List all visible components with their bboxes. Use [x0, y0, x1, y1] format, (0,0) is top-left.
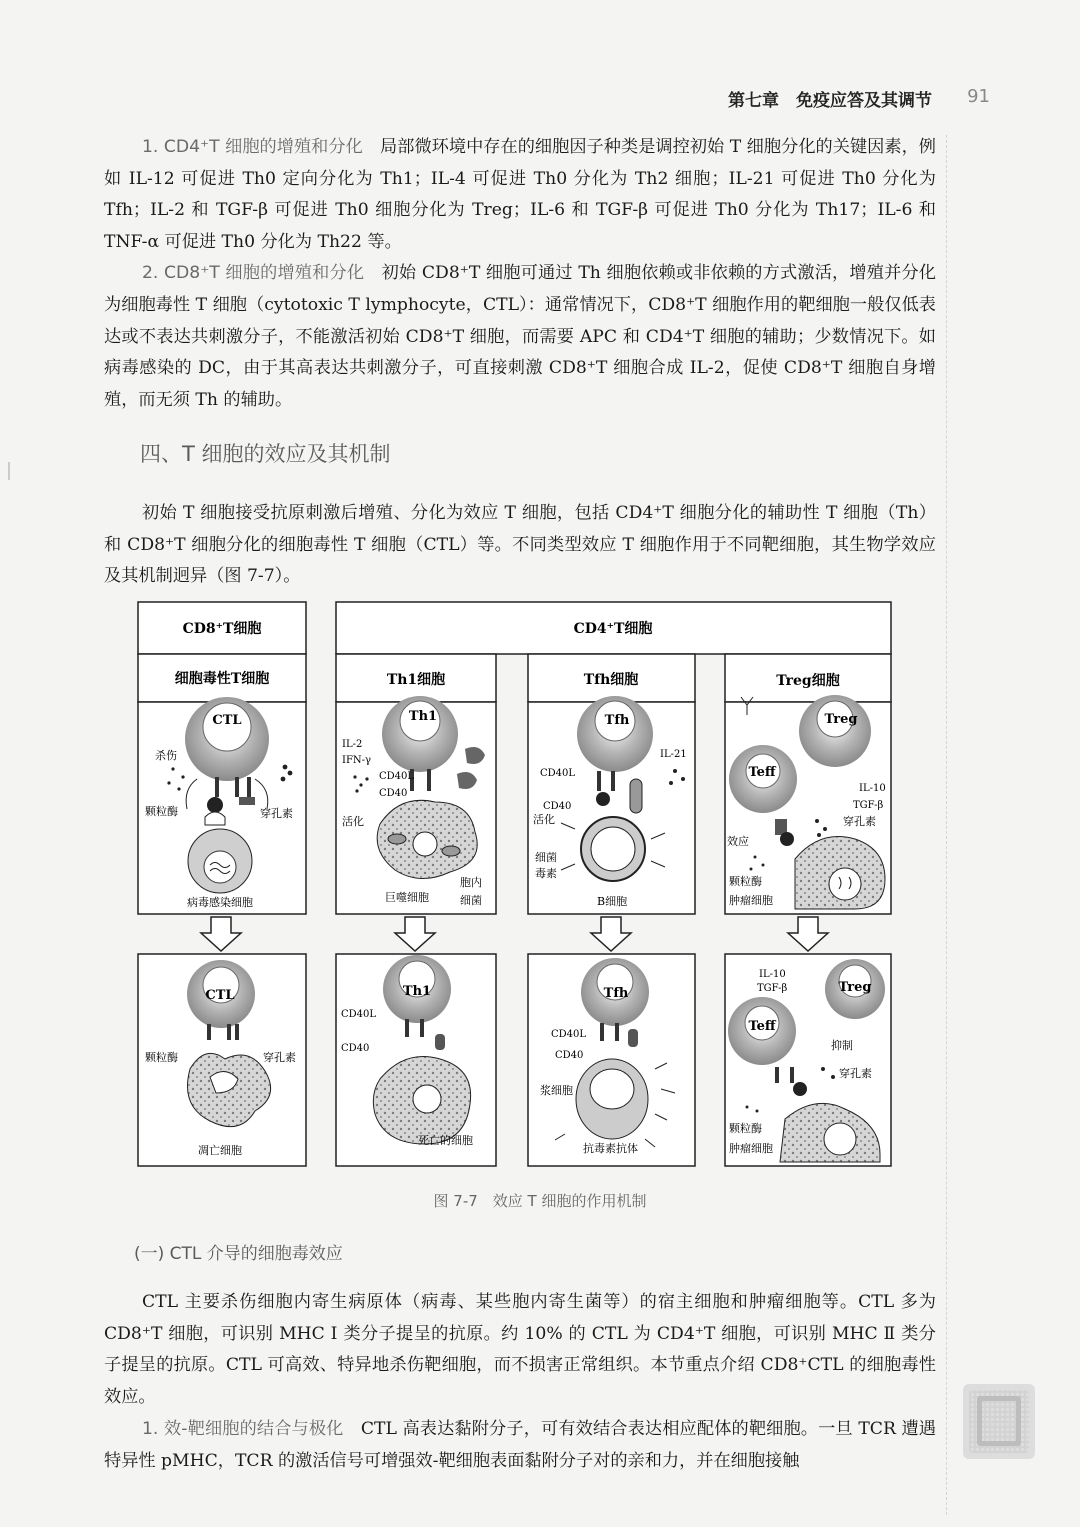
th1-cd40l-label-bottom: CD40L	[341, 1009, 377, 1020]
ctl-kill-label: 杀伤	[155, 749, 177, 762]
toxin-label-2: 毒素	[535, 867, 557, 880]
label-cd8-group: CD8⁺T细胞	[182, 621, 262, 637]
treg-granzyme-label-bottom: 颗粒酶	[729, 1122, 762, 1135]
subheading-cd4: 1. CD4⁺T 细胞的增殖和分化	[142, 137, 363, 157]
paragraph-cd4-text: 局部微环境中存在的细胞因子种类是调控初始 T 细胞分化的关键因素，例如 IL-12 可促进 Th0 定向分化为 Th1；IL-4 可促进 Th0 分化为 Th2 细胞；IL-21 可促进 Th0 分化为 Tfh；IL-2 和 TGF-β 可促进 Th0 细胞分化为 Treg；IL-6 和 TGF-β 可促进 Th0 分化为 Th17；IL-6 和 TNF-α 可促进 Th0 分化为 Th22 等。	[104, 137, 936, 252]
label-tfh-column: Tfh细胞	[583, 672, 639, 688]
th1-activate-label: 活化	[342, 815, 364, 828]
virus-infected-cell-label: 病毒感染细胞	[187, 896, 253, 909]
down-arrows	[201, 917, 828, 951]
bcell-label: B细胞	[597, 895, 628, 908]
treg-perforin-label: 穿孔素	[843, 815, 876, 828]
th1-label-bottom: Th1	[402, 984, 432, 999]
tfh-cd40l-label: CD40L	[540, 768, 576, 779]
tfh-activate-label: 活化	[533, 813, 555, 826]
ctl-label-top: CTL	[212, 713, 242, 728]
subheading-binding: 1. 效-靶细胞的结合与极化	[142, 1419, 344, 1440]
subsection-heading-ctl: (一) CTL 介导的细胞毒效应	[134, 1244, 343, 1264]
treg-label-top: Treg	[824, 712, 858, 727]
treg-tgf-label: TGF-β	[853, 800, 884, 811]
tfh-il21-label: IL-21	[660, 749, 687, 760]
th1-cd40-label-bottom: CD40	[341, 1043, 370, 1054]
paragraph-binding	[104, 1414, 936, 1477]
th1-ifn-label: IFN-γ	[342, 755, 371, 766]
apoptotic-cell-label: 凋亡细胞	[198, 1144, 242, 1157]
ctl-perforin-label-bottom: 穿孔素	[263, 1051, 296, 1064]
toxin-label-1: 细菌	[535, 851, 557, 864]
treg-effect-label: 效应	[727, 835, 749, 848]
treg-tumor-label-bottom: 肿瘤细胞	[729, 1142, 773, 1155]
bacteria-label: 细菌	[460, 894, 482, 907]
intracellular-label: 胞内	[460, 876, 482, 889]
dead-cell-label: 死亡的细胞	[418, 1134, 473, 1147]
treg-tumor-label: 肿瘤细胞	[729, 894, 773, 907]
book-icon	[977, 1396, 1021, 1446]
ctl-label-bottom: CTL	[205, 988, 235, 1003]
treg-label-bottom: Treg	[838, 980, 872, 995]
margin-rule	[946, 135, 947, 1515]
figure-caption: 图 7-7 效应 T 细胞的作用机制	[433, 1192, 647, 1210]
label-th1-column: Th1细胞	[386, 672, 446, 688]
qr-thumbnail[interactable]	[963, 1384, 1035, 1459]
teff-label-bottom: Teff	[748, 1019, 776, 1034]
page-number: 91	[967, 86, 990, 107]
paragraph-cd4	[104, 132, 936, 258]
paragraph-effector-intro: 初始 T 细胞接受抗原刺激后增殖、分化为效应 T 细胞，包括 CD4⁺T 细胞分化的辅助性 T 细胞（Th）和 CD8⁺T 细胞分化的细胞毒性 T 细胞（CTL）等。不同类型效应 T 细胞作用于不同靶细胞，其生物学效应及其机制迥异（图 7-7）。	[104, 503, 936, 587]
tfh-label-top: Tfh	[604, 713, 630, 728]
body-text-intro	[104, 481, 936, 610]
th1-cd40-label: CD40	[379, 788, 408, 799]
ctl-granzyme-label-bottom: 颗粒酶	[145, 1051, 178, 1064]
tfh-label-bottom: Tfh	[603, 986, 629, 1001]
section-heading-4: 四、T 细胞的效应及其机制	[140, 442, 391, 466]
body-text-top	[104, 132, 936, 416]
treg-il10-label-bottom: IL-10	[759, 969, 786, 980]
treg-granzyme-label: 颗粒酶	[729, 875, 762, 888]
tfh-cd40-label: CD40	[543, 801, 572, 812]
plasma-cell-label: 浆细胞	[540, 1084, 573, 1097]
paragraph-binding-text: CTL 高表达黏附分子，可有效结合表达相应配体的靶细胞。一旦 TCR 遭遇特异性 pMHC，TCR 的激活信号可增强效-靶细胞表面黏附分子对的亲和力，并在细胞接触	[104, 1419, 936, 1471]
tfh-cd40l-label-bottom: CD40L	[551, 1029, 587, 1040]
treg-il10-label: IL-10	[859, 783, 886, 794]
tfh-cd40-label-bottom: CD40	[555, 1050, 584, 1061]
chapter-title: 第七章 免疫应答及其调节	[728, 91, 932, 111]
antitoxin-antibody-label: 抗毒素抗体	[583, 1142, 638, 1155]
th1-label-top: Th1	[408, 709, 438, 724]
body-text-binding	[104, 1397, 936, 1495]
treg-tgf-label-bottom: TGF-β	[757, 983, 788, 994]
figure-7-7	[135, 599, 895, 1169]
treg-perforin-label-bottom: 穿孔素	[839, 1067, 872, 1080]
ctl-granzyme-label: 颗粒酶	[145, 805, 178, 818]
th1-cd40l-label: CD40L	[379, 771, 415, 782]
label-cd4-group: CD4⁺T细胞	[573, 621, 653, 637]
teff-label-top: Teff	[748, 765, 776, 780]
ctl-perforin-label: 穿孔素	[260, 807, 293, 820]
th1-il2-label: IL-2	[342, 739, 363, 750]
subheading-cd8: 2. CD8⁺T 细胞的增殖和分化	[142, 263, 365, 284]
page-header	[0, 84, 1080, 114]
label-treg-column: Treg细胞	[776, 673, 840, 689]
paragraph-cd8-text: 初始 CD8⁺T 细胞可通过 Th 细胞依赖或非依赖的方式激活，增殖并分化为细胞毒性 T 细胞（cytotoxic T lymphocyte，CTL）：通常情况下，CD8⁺T 细胞作用的靶细胞一般仅低表达或不表达共刺激分子，不能激活初始 CD8⁺T 细胞，而需要 APC 和 CD4⁺T 细胞的辅助；少数情况下。如病毒感染的 DC，由于其高表达共刺激分子，可直接刺激 CD8⁺T 细胞合成 IL-2，促使 CD8⁺T 细胞自身增殖，而无须 Th 的辅助。	[104, 263, 936, 410]
label-ctl-column: 细胞毒性T细胞	[174, 671, 270, 687]
macrophage-label: 巨噬细胞	[385, 891, 429, 904]
binding-mark	[8, 462, 10, 480]
treg-inhibit-label: 抑制	[831, 1039, 853, 1052]
paragraph-cd8	[104, 258, 936, 416]
paragraph-ctl: CTL 主要杀伤细胞内寄生病原体（病毒、某些胞内寄生菌等）的宿主细胞和肿瘤细胞等。CTL 多为 CD8⁺T 细胞，可识别 MHC Ⅰ 类分子提呈的抗原。约 10% 的 CTL 为 CD4⁺T 细胞，可识别 MHC Ⅱ 类分子提呈的抗原。CTL 可高效、特异地杀伤靶细胞，而不损害正常组织。本节重点介绍 CD8⁺CTL 的细胞毒性效应。	[104, 1292, 936, 1407]
